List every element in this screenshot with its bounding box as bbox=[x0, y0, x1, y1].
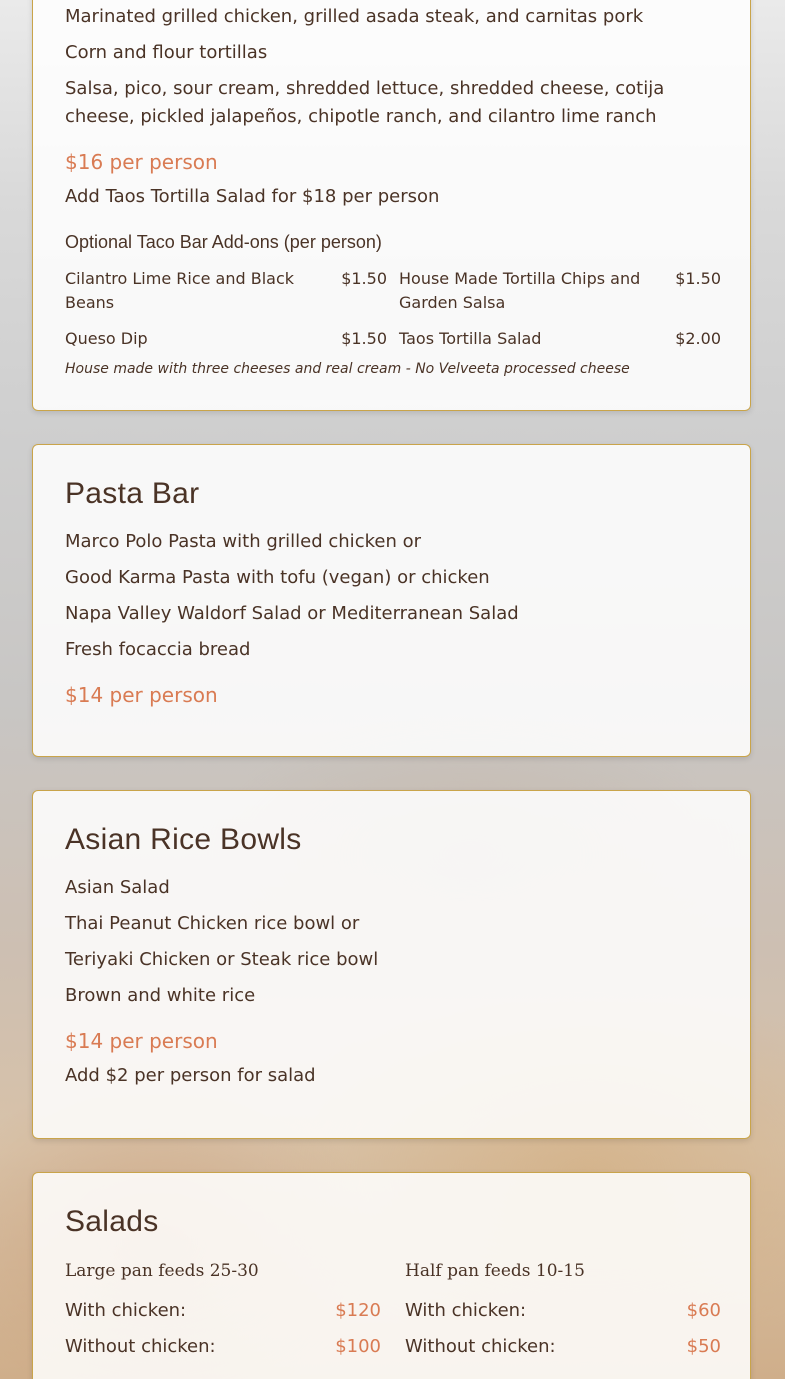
taco-price: $16 per person bbox=[65, 150, 218, 174]
asian-bowls-title: Asian Rice Bowls bbox=[65, 823, 302, 856]
large-pan-heading: Large pan feeds 25-30 bbox=[65, 1261, 259, 1281]
asian-price: $14 per person bbox=[65, 1029, 218, 1053]
addon-queso-name: Queso Dip bbox=[65, 329, 148, 348]
asian-extra-salad: Add $2 per person for salad bbox=[65, 1065, 316, 1086]
half-pan-without-chicken-price: $50 bbox=[686, 1336, 721, 1357]
large-pan-without-chicken-price: $100 bbox=[335, 1336, 381, 1357]
large-pan-without-chicken-label: Without chicken: bbox=[65, 1336, 216, 1357]
addon-chips-salsa-price: $1.50 bbox=[675, 269, 721, 288]
taco-extra-salad: Add Taos Tortilla Salad for $18 per person bbox=[65, 186, 440, 207]
pasta-item: Fresh focaccia bread bbox=[65, 639, 251, 660]
half-pan-heading: Half pan feeds 10-15 bbox=[405, 1261, 585, 1281]
pasta-bar-title: Pasta Bar bbox=[65, 477, 200, 510]
queso-note: House made with three cheeses and real cream - No Velveeta processed cheese bbox=[65, 361, 630, 377]
addon-rice-beans-name: Cilantro Lime Rice and Black Beans bbox=[65, 269, 295, 312]
taco-bar-card bbox=[32, 0, 751, 411]
pasta-price: $14 per person bbox=[65, 683, 218, 707]
addon-tortilla-salad-price: $2.00 bbox=[675, 329, 721, 348]
addon-tortilla-salad-name: Taos Tortilla Salad bbox=[399, 329, 542, 348]
pasta-item: Napa Valley Waldorf Salad or Mediterranean Salad bbox=[65, 603, 519, 624]
addon-rice-beans-price: $1.50 bbox=[341, 269, 387, 288]
taco-item-tortillas: Corn and flour tortillas bbox=[65, 42, 268, 63]
asian-item: Thai Peanut Chicken rice bowl or bbox=[65, 913, 360, 934]
half-pan-with-chicken-label: With chicken: bbox=[405, 1300, 527, 1321]
pasta-item: Marco Polo Pasta with grilled chicken or bbox=[65, 531, 421, 552]
taco-addons-title: Optional Taco Bar Add-ons (per person) bbox=[65, 232, 382, 252]
salads-title: Salads bbox=[65, 1205, 159, 1238]
large-pan-with-chicken-label: With chicken: bbox=[65, 1300, 187, 1321]
asian-item: Asian Salad bbox=[65, 877, 170, 898]
asian-item: Teriyaki Chicken or Steak rice bowl bbox=[65, 949, 379, 970]
pasta-bar-card bbox=[32, 444, 751, 757]
taco-item-toppings: Salsa, pico, sour cream, shredded lettuce, shredded cheese, cotija cheese, pickled jalapeños, chipotle ranch, and cilantro lime ranch bbox=[65, 78, 665, 127]
half-pan-without-chicken-label: Without chicken: bbox=[405, 1336, 556, 1357]
half-pan-with-chicken-price: $60 bbox=[686, 1300, 721, 1321]
addon-chips-salsa-name: House Made Tortilla Chips and Garden Salsa bbox=[399, 269, 641, 312]
pasta-item: Good Karma Pasta with tofu (vegan) or chicken bbox=[65, 567, 490, 588]
asian-item: Brown and white rice bbox=[65, 985, 256, 1006]
large-pan-with-chicken-price: $120 bbox=[335, 1300, 381, 1321]
taco-item-proteins: Marinated grilled chicken, grilled asada steak, and carnitas pork bbox=[65, 6, 644, 27]
salads-card bbox=[32, 1172, 751, 1379]
addon-queso-price: $1.50 bbox=[341, 329, 387, 348]
asian-bowls-card bbox=[32, 790, 751, 1139]
